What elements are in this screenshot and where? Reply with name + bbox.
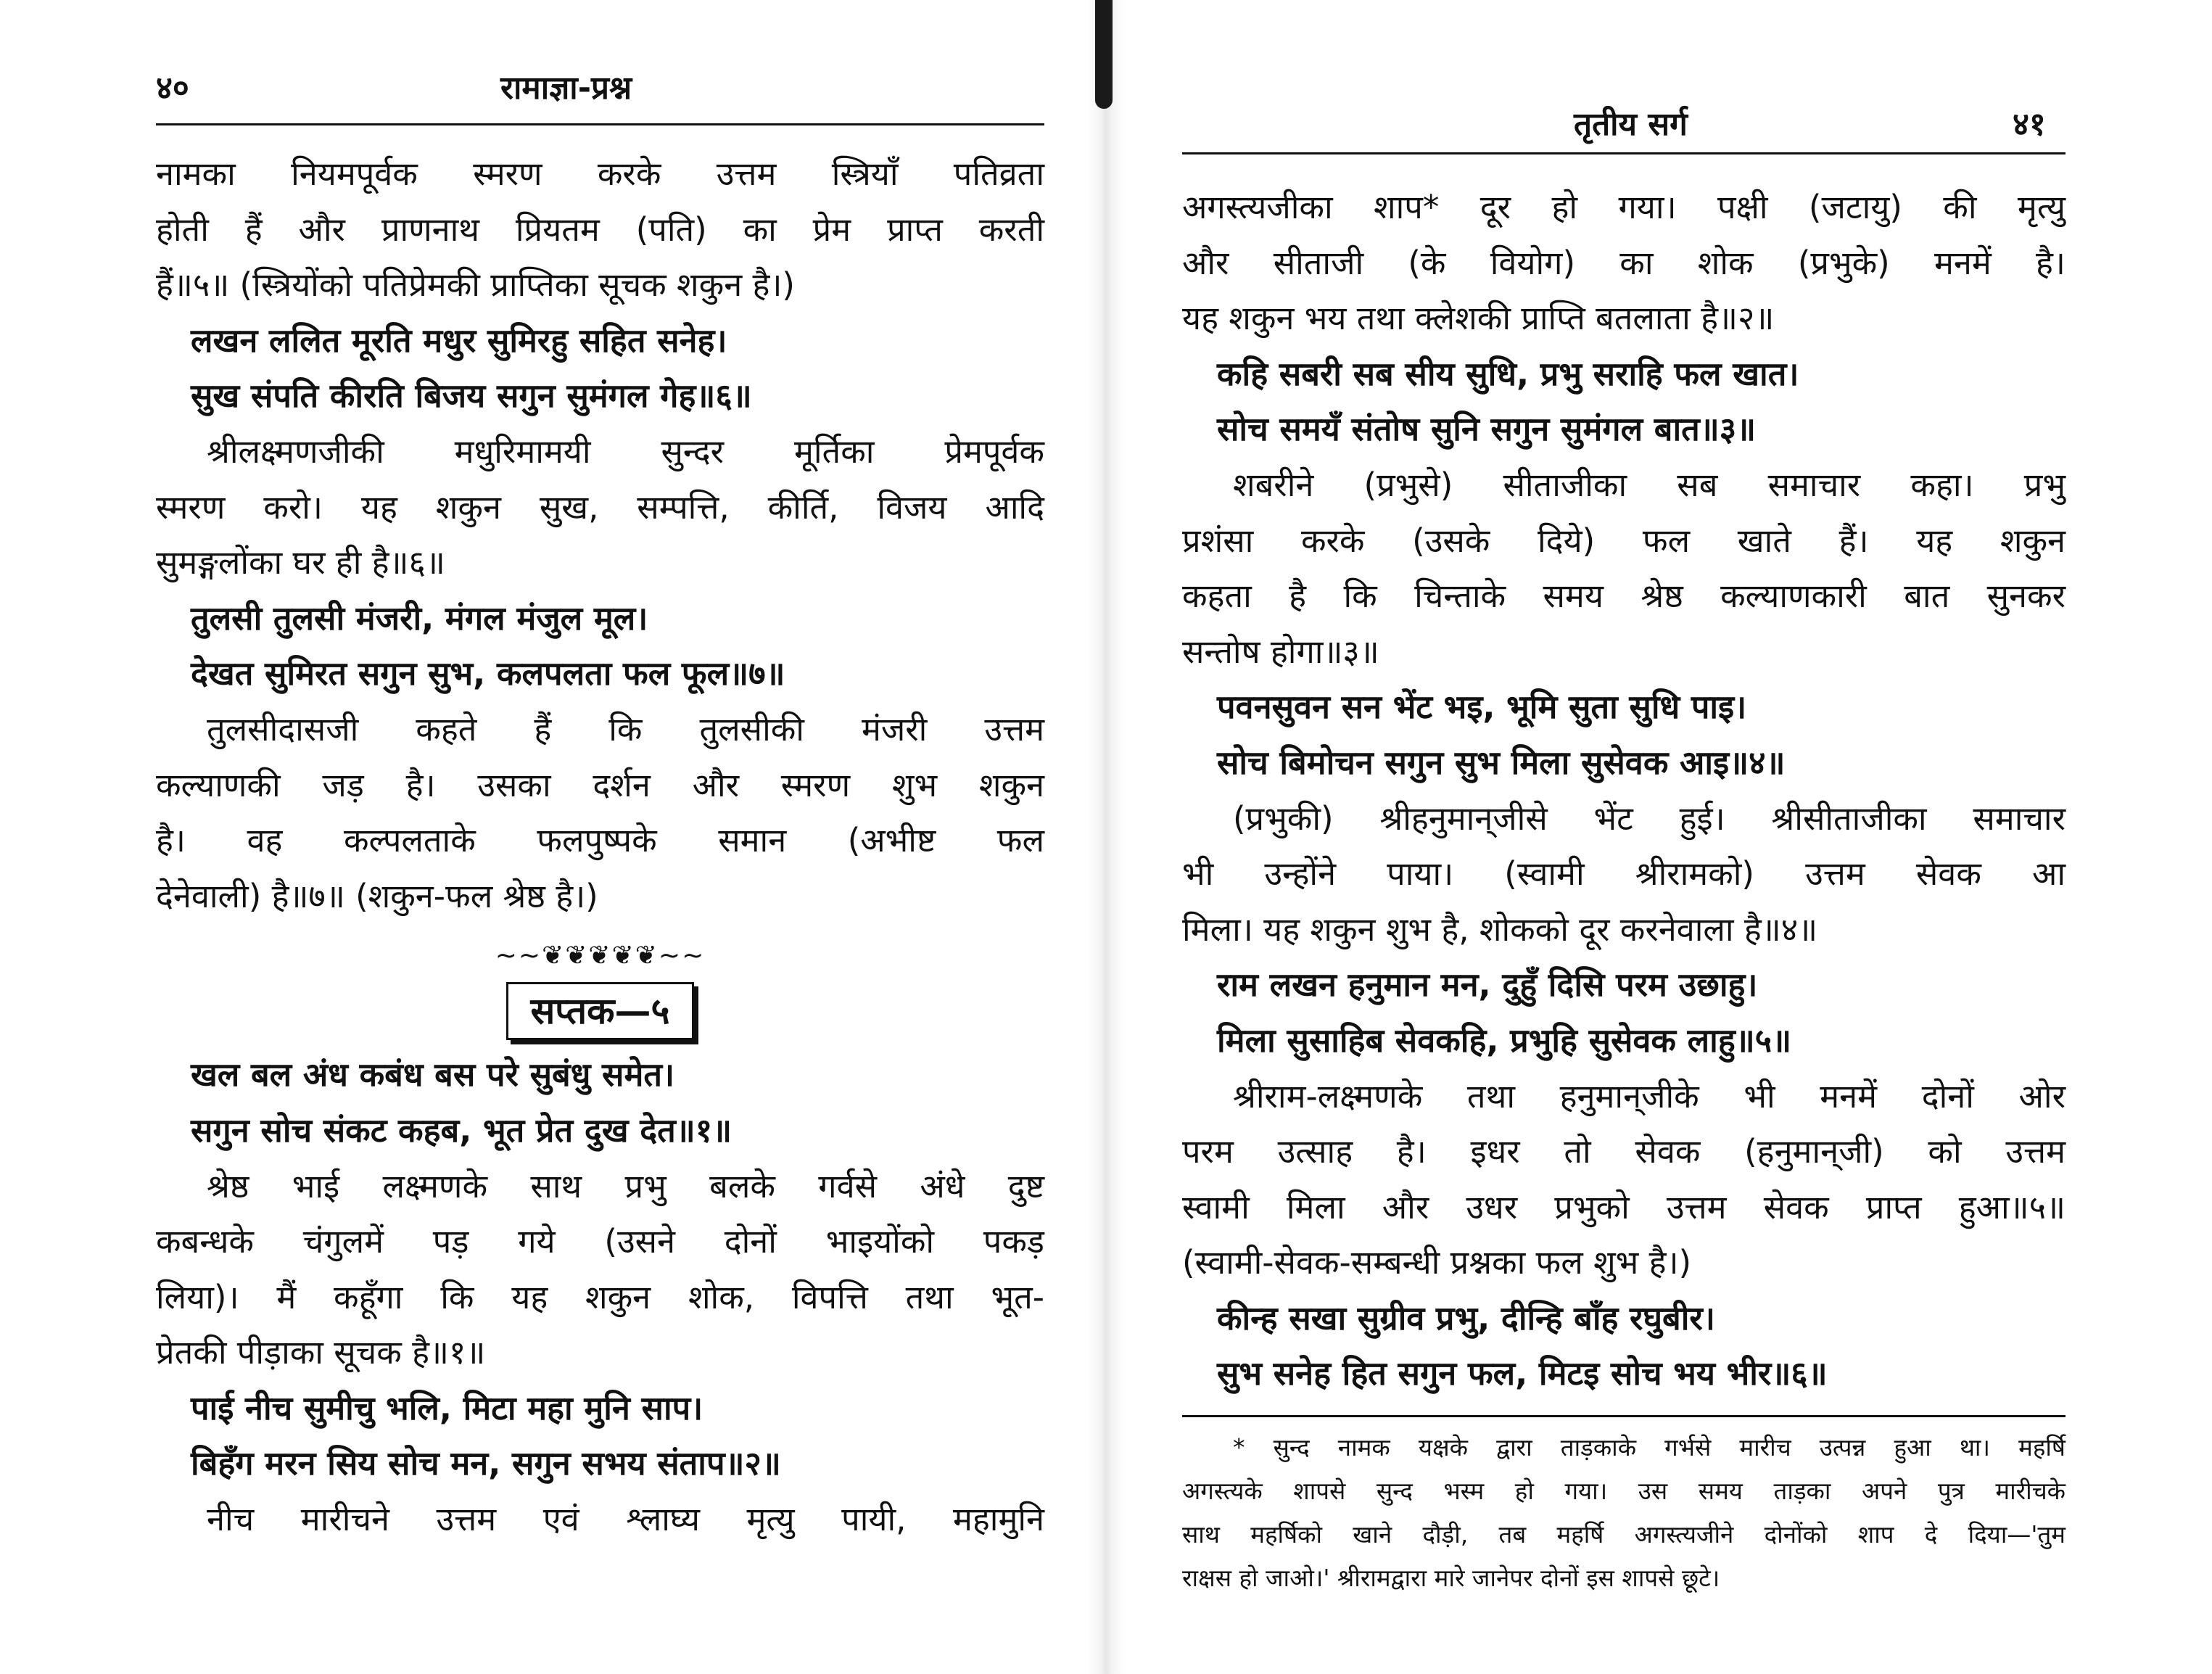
prose-line: कल्याणकी जड़ है। उसका दर्शन और स्मरण शुभ शकुन xyxy=(156,765,1044,804)
left-page xyxy=(0,0,1081,1674)
prose-line: होती हैं और प्राणनाथ प्रियतम (पति) का प्रेम प्राप्त करती xyxy=(156,210,1044,249)
prose-line: हैं॥५॥ (स्त्रियोंको पतिप्रेमकी प्राप्तिका सूचक शकुन है।) xyxy=(156,265,795,305)
verse-line: पवनसुवन सन भेंट भइ, भूमि सुता सुधि पाइ। xyxy=(1217,688,1747,727)
prose-line: मिला। यह शकुन शुभ है, शोकको दूर करनेवाला है॥४॥ xyxy=(1182,910,1818,949)
prose-line: देनेवाली) है॥७॥ (शकुन-फल श्रेष्ठ है।) xyxy=(156,876,598,915)
verse-line: सुभ सनेह हित सगुन फल, मिटइ सोच भय भीर॥६॥ xyxy=(1217,1354,1828,1393)
prose-line: शबरीने (प्रभुसे) सीताजीका सब समाचार कहा। प्रभु xyxy=(1233,465,2066,504)
running-title: रामाज्ञा-प्रश्न xyxy=(500,70,632,107)
left-page-text xyxy=(156,147,1044,1548)
footnote-rule xyxy=(1182,1415,2066,1417)
verse-line: लखन ललित मूरति मधुर सुमिरहु सहित सनेह। xyxy=(191,321,727,360)
footnote-line: * सुन्द नामक यक्षके द्वारा ताड़काके गर्भसे मारीच उत्पन्न हुआ था। महर्षि xyxy=(1233,1433,2066,1462)
prose-line: प्रशंसा करके (उसके दिये) फल खाते हैं। यह शकुन xyxy=(1182,521,2066,560)
verse-line: बिहँग मरन सिय सोच मन, सगुन सभय संताप॥२॥ xyxy=(191,1444,781,1483)
prose-line: तुलसीदासजी कहते हैं कि तुलसीकी मंजरी उत्तम xyxy=(207,709,1044,749)
prose-line: और सीताजी (के वियोग) का शोक (प्रभुके) मनमें है। xyxy=(1182,243,2066,282)
verse-line: तुलसी तुलसी मंजरी, मंगल मंजुल मूल। xyxy=(191,598,648,638)
prose-line: अगस्त्यजीका शाप* दूर हो गया। पक्षी (जटायु) की मृत्यु xyxy=(1182,188,2066,226)
prose-line: श्रीराम-लक्ष्मणके तथा हनुमान्‌जीके भी मनमें दोनों ओर xyxy=(1233,1076,2066,1116)
verse-line: सुख संपति कीरति बिजय सगुन सुमंगल गेह॥६॥ xyxy=(191,376,752,416)
page-number: ४१ xyxy=(2013,106,2046,143)
scan-shadow xyxy=(1095,0,1113,109)
prose-line: सुमङ्गलोंका घर ही है॥६॥ xyxy=(156,543,445,582)
verse-line: राम लखन हनुमान मन, दुहुँ दिसि परम उछाहु। xyxy=(1217,965,1758,1005)
page-number: ४० xyxy=(156,70,189,107)
prose-line: प्रेतकी पीड़ाका सूचक है॥१॥ xyxy=(156,1333,486,1372)
prose-line: (प्रभुकी) श्रीहनुमान्‌जीसे भेंट हुई। श्रीसीताजीका समाचार xyxy=(1233,799,2066,838)
verse-line: देखत सुमिरत सगुन सुभ, कलपलता फल फूल॥७॥ xyxy=(191,654,785,693)
section-title: सप्तक—५ xyxy=(506,982,693,1040)
prose-line: सन्तोष होगा॥३॥ xyxy=(1182,632,1379,671)
verse-line: पाई नीच सुमीचु भलि, मिटा महा मुनि साप। xyxy=(191,1388,703,1427)
verse-line: मिला सुसाहिब सेवकहि, प्रभुहि सुसेवक लाहु॥५॥ xyxy=(1217,1021,1792,1060)
prose-line: लिया)। मैं कहूँगा कि यह शकुन शोक, विपत्ति तथा भूत- xyxy=(156,1277,1044,1316)
right-page-header xyxy=(1117,103,2212,154)
prose-line: श्रेष्ठ भाई लक्ष्मणके साथ प्रभु बलके गर्वसे अंधे दुष्ट xyxy=(207,1166,1044,1205)
ornament-divider: ~~❦❦❦❦❦~~ xyxy=(495,941,706,971)
prose-line: स्मरण करो। यह शकुन सुख, सम्पत्ति, कीर्ति, विजय आदि xyxy=(156,487,1044,527)
verse-line: खल बल अंध कबंध बस परे सुबंधु समेत। xyxy=(191,1055,675,1094)
verse-line: सोच बिमोचन सगुन सुभ मिला सुसेवक आइ॥४॥ xyxy=(1217,743,1786,782)
right-page-text xyxy=(1182,180,2066,1600)
prose-line: नीच मारीचने उत्तम एवं श्लाघ्य मृत्यु पायी, महामुनि xyxy=(207,1500,1044,1539)
footnote-line: राक्षस हो जाओ।' श्रीरामद्वारा मारे जानेपर दोनों इस शापसे छूटे। xyxy=(1182,1564,1720,1593)
left-page-header xyxy=(0,67,1081,117)
running-title: तृतीय सर्ग xyxy=(1574,106,1688,143)
prose-line: भी उन्होंने पाया। (स्वामी श्रीरामको) उत्तम सेवक आ xyxy=(1182,854,2066,894)
prose-line: कहता है कि चिन्ताके समय श्रेष्ठ कल्याणकारी बात सुनकर xyxy=(1182,577,2066,616)
prose-line: श्रीलक्ष्मणजीकी मधुरिमामयी सुन्दर मूर्तिका प्रेमपूर्वक xyxy=(207,432,1044,471)
right-page xyxy=(1117,0,2212,1674)
header-rule xyxy=(1182,152,2066,154)
header-rule xyxy=(156,123,1044,125)
footnote-line: साथ महर्षिको खाने दौड़ी, तब महर्षि अगस्त्यजीने दोनोंको शाप दे दिया—'तुम xyxy=(1182,1520,2066,1549)
prose-line: स्वामी मिला और उधर प्रभुको उत्तम सेवक प्राप्त हुआ॥५॥ xyxy=(1182,1187,2066,1226)
verse-line: कीन्ह सखा सुग्रीव प्रभु, दीन्हि बाँह रघुबीर। xyxy=(1217,1298,1715,1337)
prose-line: है। वह कल्पलताके फलपुष्पके समान (अभीष्ट फल xyxy=(156,821,1044,860)
verse-line: सगुन सोच संकट कहब, भूत प्रेत दुख देत॥१॥ xyxy=(191,1110,732,1150)
section-heading xyxy=(156,982,1044,1040)
prose-line: (स्वामी-सेवक-सम्बन्धी प्रश्नका फल शुभ है।) xyxy=(1182,1243,1692,1282)
verse-line: कहि सबरी सब सीय सुधि, प्रभु सराहि फल खात। xyxy=(1217,354,1799,393)
prose-line: नामका नियमपूर्वक स्मरण करके उत्तम स्त्रियाँ पतिव्रता xyxy=(156,154,1044,193)
prose-line: कबन्धके चंगुलमें पड़ गये (उसने दोनों भाइयोंको पकड़ xyxy=(156,1222,1044,1261)
prose-line: परम उत्साह है। इधर तो सेवक (हनुमान्‌जी) को उत्तम xyxy=(1182,1132,2066,1171)
footnote-line: अगस्त्यके शापसे सुन्द भस्म हो गया। उस समय ताड़का अपने पुत्र मारीचके xyxy=(1182,1477,2066,1506)
prose-line: यह शकुन भय तथा क्लेशकी प्राप्ति बतलाता है॥२॥ xyxy=(1182,299,1775,338)
verse-line: सोच समयँ संतोष सुनि सगुन सुमंगल बात॥३॥ xyxy=(1217,410,1757,449)
